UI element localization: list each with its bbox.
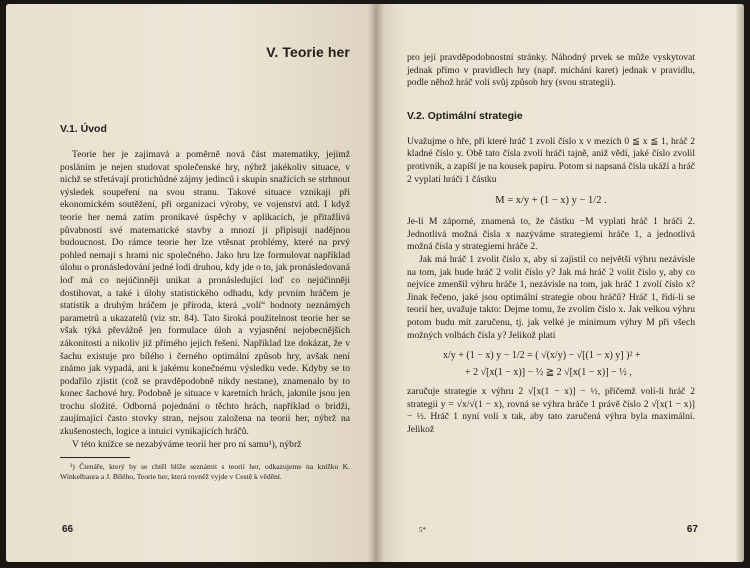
section-title-intro: V.1. Úvod	[60, 123, 107, 135]
left-page-content	[60, 44, 350, 482]
paragraph: Je-li M záporné, znamená to, že částku −M vyplatí hráč 1 hráči 2. Jednotlivá možná čísla x nazýváme strategiemi hráče 1, a jednotlivá možná čísla y strategiemi hráče 2.	[407, 216, 695, 253]
page-edge	[736, 4, 744, 562]
paragraph: pro její pravděpodobnostní stránky. Náhodný prvek se může vyskytovat jednak přímo v pravidlech hry (např. míchání karet) jednak v pravidlu, podle něhož hráč volí svůj způsob hry (svou strategii).	[407, 52, 695, 89]
formula-inequality: + 2 √[x(1 − x)] − ½ ≧ 2 √[x(1 − x)] − ½ ,	[465, 367, 632, 379]
book-spread	[6, 4, 744, 562]
page-number-right: 67	[686, 524, 698, 535]
paragraph: Teorie her je zajímavá a poměrně nová část matematiky, jejímž posláním je nejen studovat společenské hry, nýbrž jakékoliv situace, v nichž se střetávají protichůdné zájmy jedinců i skupin snažících se strhnout výsledek soupeření na svou stranu. Takové situace vznikají při ekonomickém soutěžení, při organizaci výroby, ve vojenství atd. I když teorie her nemá zatím pronikavé úspěchy v aplikacích, je přitažlivá půvabností své matematické stavby a mnozí jí připisují nadějnou budoucnost. Do rámce teorie her lze vtěsnat problémy, které na prvý pohled nemají s hrami nic společného. Jako hru lze formulovat například úlohu o pronásledování jedné lodi druhou, kdy jde o to, jak pronásledovaná loď má co nejúčinněji unikat a pronásledující loď co nejúčinněji dostihovat, a také i úlohy statistického odhadu, kdy prvním hráčem je statistik a druhým hráčem je příroda, která „volí“ hodnoty neznámých parametrů a ukazatelů (viz str. 84). Tato široká použitelnost teorie her se však týká převážně jen formulace úloh a vyjasnění nejobecnějších zákonitostí a nikoliv již přímého jejich řešení. Například lze dokázat, že v šachu existuje pro bílého i černého optimální způsob hry, avšak není známo jak vypadá, ani k jakému konečnému výsledku vede. Kdyby se to podařilo zjistit (což se pravděpodobně nikdy nestane), znamenalo by to konec šachové hry. Podobně je situace v karetních hrách, jakmile jsou jen trochu složité. Odborná pojednání o těchto hrách, například o bridži, zaujímající často stovky stran, nejsou založena na teorii her, nýbrž na zkušenostech, logice a intuici vynikajících hráčů.	[60, 149, 350, 438]
chapter-title: V. Teorie her	[266, 44, 350, 60]
paragraph: Uvažujme o hře, při které hráč 1 zvolí číslo x v mezích 0 ≦ x ≦ 1, hráč 2 kladné číslo y. Obě tato čísla zvolí hráči tajně, aniž vědí, jaké číslo zvolil protivník, a zapíší je na kousek papíru. Potom si napsaná čísla ukáží a hráč 2 vyplatí hráči 1 částku	[407, 135, 695, 185]
page-number-left: 66	[62, 524, 74, 535]
left-page	[6, 4, 375, 562]
footnote-rule	[60, 457, 130, 458]
formula-identity: x/y + (1 − x) y − 1/2 = ( √(x/y) − √[(1 − x) y] )² +	[443, 350, 641, 362]
right-page-content	[407, 52, 695, 436]
book-gutter	[368, 4, 384, 562]
paragraph: V této knížce se nezabýváme teorii her pro ni samu¹), nýbrž	[72, 438, 302, 450]
paragraph: zaručuje strategie x výhru 2 √[x(1 − x)] − ½, přičemž volí-li hráč 2 strategii y = √x/√(1 − x), rovná se výhra hráče 1 právě číslo 2 √[x(1 − x)] − ½. Hráč 1 nyní volí x tak, aby tato zaručená výhra byla maximální. Jelikož	[407, 386, 695, 435]
section-title-optimal: V.2. Optimální strategie	[407, 109, 523, 122]
footnote: ¹) Čtenáře, který by se chtěl blíže seznámit s teorií her, odkazujeme na knížku K. Winkelbaura a J. Bílého, Teorie her, která rovněž vyjde v Cestě k vědění.	[60, 462, 350, 482]
formula-payoff: M = x/y + (1 − x) y − 1/2 .	[495, 195, 607, 207]
signature-mark: 5*	[419, 526, 426, 534]
spacer	[407, 90, 695, 110]
right-page	[375, 4, 744, 562]
paragraph: Jak má hráč 1 zvolit číslo x, aby si zajistil co největší výhru nezávisle na tom, jak bude hráč 2 volit číslo y? Jak má hráč 2 volit číslo y, aby co nejvíce zmenšil výhru hráče 1, nezávisle na tom, jak hráč 1 zvolí číslo x? Jinak řečeno, jaké jsou optimální strategie obou hráčů? Hráč 1, řídí-li se teorií her, uvažuje takto: Dejme tomu, že zvolím číslo x. Jak velkou výhru potom budu mít zaručenu, tj. jak velké je minimum výhry M při všech možných volbách čísla y? Jelikož platí	[407, 253, 695, 341]
